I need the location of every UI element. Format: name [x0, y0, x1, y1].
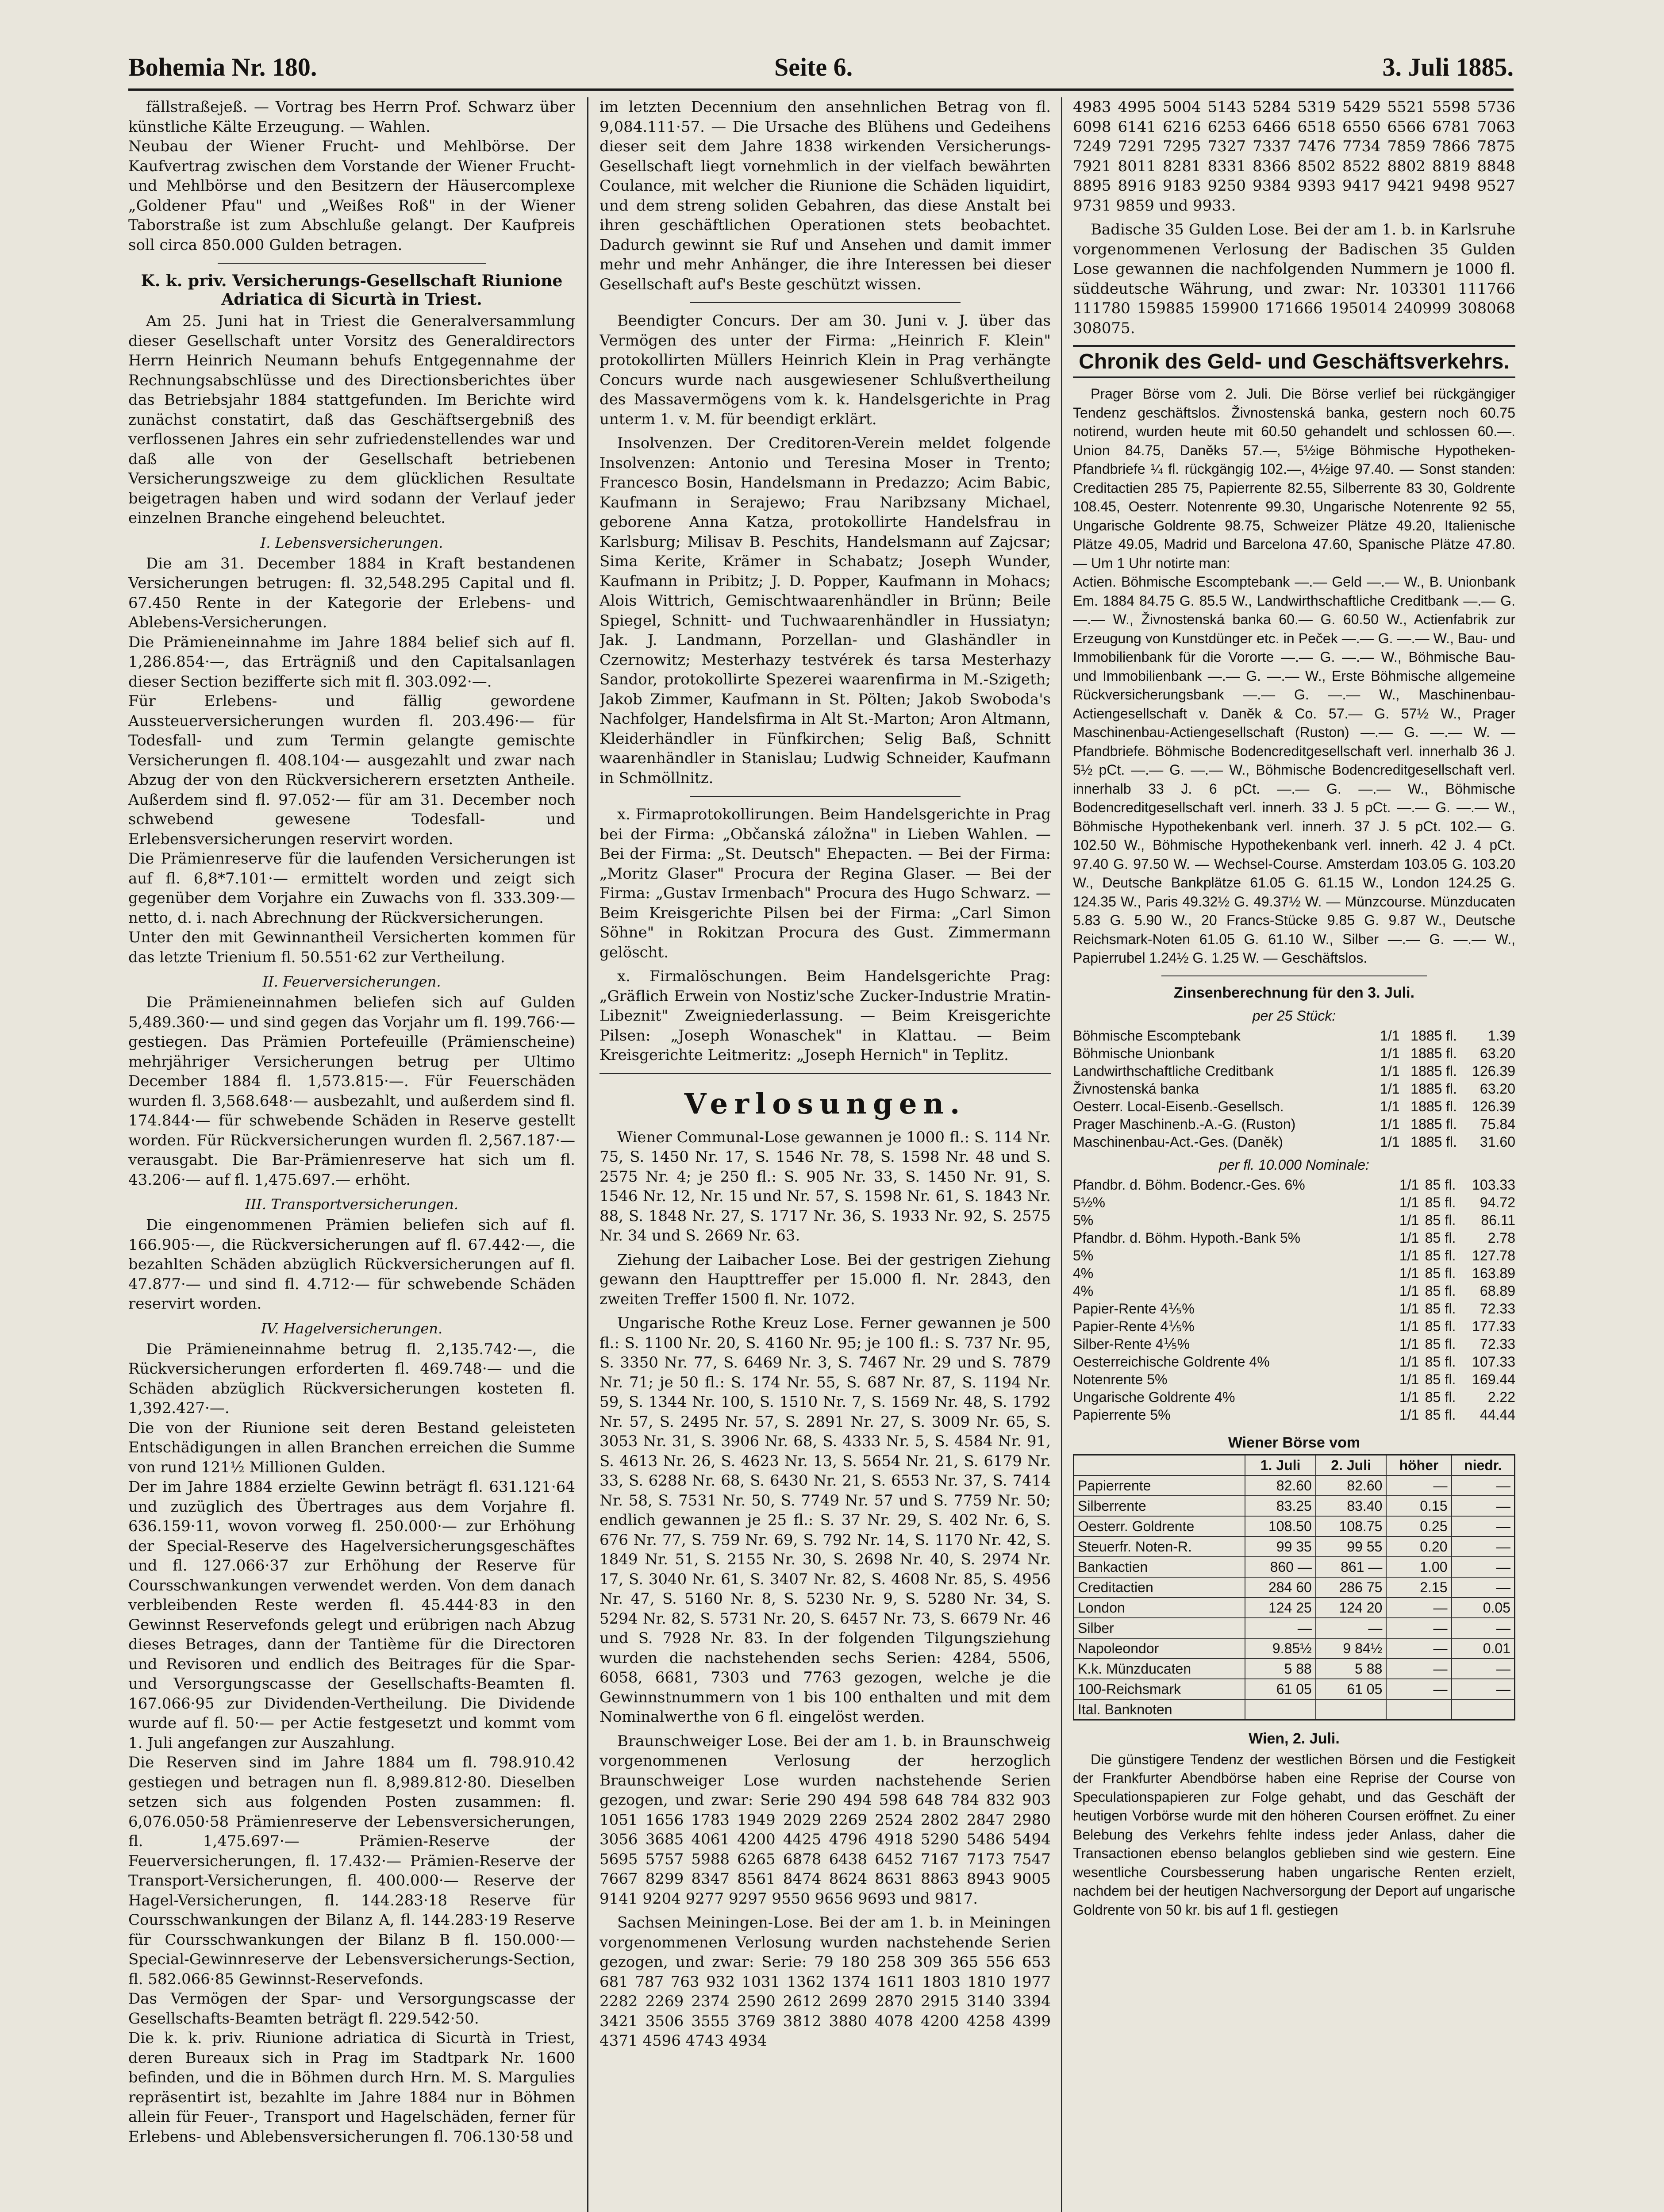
table-row — [1073, 1211, 1515, 1229]
zinsen-name: Živnostenská banka — [1073, 1080, 1199, 1097]
wiener-boerse-title: Wiener Börse vom — [1228, 1434, 1360, 1451]
zinsen-name: Silber-Rente 4⅕% — [1073, 1336, 1190, 1352]
table-row — [1073, 1388, 1515, 1406]
zinsen-rate: 1/1 — [1399, 1406, 1419, 1423]
table-cell-value: — — [1452, 1516, 1515, 1536]
zinsen-name: Oesterr. Local-Eisenb.-Gesellsch. — [1073, 1098, 1284, 1114]
zinsen-name: 4% — [1073, 1283, 1094, 1299]
separator — [218, 263, 486, 264]
zinsen-rate: 1/1 — [1399, 1229, 1419, 1246]
table-cell-value: 61 05 — [1245, 1679, 1316, 1699]
zinsen-name: Böhmische Unionbank — [1073, 1045, 1215, 1061]
zinsen-currency: fl. — [1445, 1353, 1456, 1370]
zinsen-currency: fl. — [1445, 1229, 1456, 1246]
zinsen-name: Notenrente 5% — [1073, 1371, 1168, 1387]
zinsen-name: 5% — [1073, 1247, 1094, 1263]
table-cell-value: 9 84½ — [1316, 1638, 1387, 1659]
laibacher-lose: Ziehung der Laibacher Lose. Bei der gestrigen Ziehung gewann den Haupttreffer per 15.000 fl. Nr. 2843, den zweiten Treffer 1500 fl. Nr. 1072. — [600, 1251, 1051, 1308]
table-cell-name: Silber — [1074, 1618, 1245, 1638]
zinsen-year: 85 — [1425, 1336, 1441, 1352]
zinsen-rate: 1/1 — [1380, 1116, 1400, 1132]
table-cell-value: 124 25 — [1245, 1598, 1316, 1618]
zinsen-value: 126.39 — [1472, 1063, 1515, 1079]
table-cell-name: Ital. Banknoten — [1074, 1699, 1245, 1720]
table-header-row — [1074, 1455, 1515, 1475]
table-cell-value: — — [1452, 1577, 1515, 1598]
zinsen-rate: 1/1 — [1399, 1300, 1419, 1317]
table-cell-value: — — [1386, 1659, 1451, 1679]
zinsen-rate: 1/1 — [1399, 1336, 1419, 1352]
zinsen-value: 31.60 — [1480, 1133, 1515, 1150]
zinsen-year: 85 — [1425, 1283, 1441, 1299]
zinsen-year: 85 — [1425, 1406, 1441, 1423]
zinsen-value: 127.78 — [1472, 1247, 1515, 1263]
table-row — [1074, 1536, 1515, 1557]
ras-text: Am 25. Juni hat in Triest die Generalversammlung dieser Gesellschaft unter Vorsitz des Generaldirectors Herrn Heinrich Neumann behufs Entgegennahme der Rechnungsabschlüsse und des Directionsberichtes über das Betriebsjahr 1884 stattgefunden. Im Berichte wird zunächst constatirt, daß das Geschäftsergebniß des verflossenen Jahres ein sehr zufriedenstellendes war und daß alle von der Gesellschaft betriebenen Versicherungszweige zu dem glücklichen Resultate beigetragen haben und wird sodann der Verlauf jeder einzelnen Branche eingehend beleuchtet. — [128, 312, 575, 527]
zinsen-name: Pfandbr. d. Böhm. Hypoth.-Bank 5% — [1073, 1229, 1301, 1246]
table-row — [1073, 1176, 1515, 1194]
zinsen-year: 85 — [1425, 1300, 1441, 1317]
zinsen-year: 85 — [1425, 1212, 1441, 1228]
wiener-boerse-table — [1073, 1454, 1515, 1720]
braunschweiger-lose: Braunschweiger Lose. Bei der am 1. b. in Braunschweig vorgenommenen Verlosung der herzoglich Braunschweiger Lose wurden nachstehende Serien gezogen, und zwar: Serie 290 494 598 648 784 832 903 1051 1656 1783 1949 2029 2269 2524 2802 2847 2980 3056 3685 4061 4200 4425 4796 4918 5290 5486 5494 5695 5757 5988 6265 6878 6438 6452 7167 7173 7547 7667 8299 8347 8561 8474 8624 8631 8863 8943 9005 9141 9204 9277 9297 9550 9656 9693 und 9817. — [600, 1732, 1051, 1908]
zinsen-value: 103.33 — [1472, 1176, 1515, 1193]
zinsen-rate: 1/1 — [1399, 1212, 1419, 1228]
zinsen-year: 1885 — [1410, 1027, 1442, 1044]
table-cell-name: London — [1074, 1598, 1245, 1618]
zinsen-rate: 1/1 — [1399, 1176, 1419, 1193]
zinsen-currency: fl. — [1446, 1045, 1457, 1061]
zinsen-year: 1885 — [1410, 1080, 1442, 1097]
table-row — [1073, 1300, 1515, 1317]
table-row — [1073, 1194, 1515, 1211]
header-page-number: Seite 6. — [774, 53, 853, 81]
zinsen-currency: fl. — [1445, 1283, 1456, 1299]
zinsen-currency: fl. — [1446, 1098, 1457, 1114]
table-cell-value: 2.15 — [1386, 1577, 1451, 1598]
separator — [1161, 975, 1427, 976]
zinsen-year: 1885 — [1410, 1133, 1442, 1150]
table-row — [1073, 1335, 1515, 1353]
table-row — [1073, 1353, 1515, 1371]
table-row — [1073, 1062, 1515, 1080]
table-cell-value: 0.01 — [1452, 1638, 1515, 1659]
zinsen-currency: fl. — [1445, 1176, 1456, 1193]
zinsen-value: 72.33 — [1480, 1336, 1515, 1352]
zinsen-rate: 1/1 — [1399, 1371, 1419, 1387]
zinsen-value: 86.11 — [1481, 1212, 1515, 1228]
zinsen-year: 1885 — [1410, 1098, 1442, 1114]
zinsen-value: 126.39 — [1472, 1098, 1515, 1114]
zinsen-rate: 1/1 — [1380, 1098, 1400, 1114]
concurs-notice: Beendigter Concurs. Der am 30. Juni v. J. über das Vermögen des unter der Firma: „Heinrich F. Klein" protokollirten Müllers Heinrich Klein in Prag verhängte Concurs wurde nach ausgewiesener Schlußvertheilung des Massavermögens vom k. k. Handelsgerichte in Prag unterm 1. v. M. für beendigt erklärt. — [600, 312, 1051, 428]
zinsen-year: 85 — [1425, 1389, 1441, 1405]
zinsen-name: Maschinenbau-Act.-Ges. (Daněk) — [1073, 1133, 1283, 1150]
section-2-text: Die Prämieneinnahmen beliefen sich auf Gulden 5,489.360·— und sind gegen das Vorjahr um fl. 199.766·— gestiegen. Das Prämien Portefeuille (Prämienscheine) mehrjähriger Versicherungen betrug per Ultimo December 1884 fl. 1,573.815·—. Für Feuerschäden wurden fl. 3,568.648·— ausbezahlt, und außerdem sind fl. 174.844·— für schwebende Schäden in Reserve gestellt worden. Für Rückversicherungen wurden fl. 2,567.187·— verausgabt. Die Bar-Prämienreserve hat sich um fl. 43.206·— auf fl. 1,475.697.— erhöht. — [128, 994, 575, 1189]
table-row — [1074, 1516, 1515, 1536]
table-cell-name: Bankactien — [1074, 1557, 1245, 1577]
table-cell-value: 0.20 — [1386, 1536, 1451, 1557]
zinsen-name: 5½% — [1073, 1194, 1105, 1210]
zinsen-year: 85 — [1425, 1371, 1441, 1387]
zinsen-rate: 1/1 — [1399, 1389, 1419, 1405]
zinsen-currency: fl. — [1445, 1194, 1456, 1210]
table-cell-value: 0.05 — [1452, 1598, 1515, 1618]
header-rule — [128, 88, 1514, 91]
table-cell-name: Creditactien — [1074, 1577, 1245, 1598]
section-4-title: IV. Hagelversicherungen. — [261, 1320, 443, 1337]
table-cell-value: — — [1452, 1475, 1515, 1496]
meiningen-numbers: 4983 4995 5004 5143 5284 5319 5429 5521 5598 5736 6098 6141 6216 6253 6466 6518 6550 6566 6781 7063 7249 7291 7295 7327 7337 7476 7734 7859 7866 7875 7921 8011 8281 8331 8366 8502 8522 8802 8819 8848 8895 8916 9183 9250 9384 9393 9417 9421 9498 9527 9731 9859 und 9933. — [1073, 98, 1515, 215]
zinsen-currency: fl. — [1446, 1063, 1457, 1079]
table-row — [1074, 1496, 1515, 1516]
table-cell-value — [1245, 1699, 1316, 1720]
zinsen-currency: fl. — [1445, 1212, 1456, 1228]
section-3-title: III. Transportversicherungen. — [245, 1196, 459, 1213]
section-1-title: I. Lebensversicherungen. — [260, 534, 443, 551]
zinsen-value: 163.89 — [1472, 1265, 1515, 1281]
table-cell-name: Oesterr. Goldrente — [1074, 1516, 1245, 1536]
zinsen-name: 5% — [1073, 1212, 1094, 1228]
ras-title: K. k. priv. Versicherungs-Gesellschaft Riunione Adriatica di Sicurtà in Triest. — [141, 272, 563, 309]
table-cell-value: — — [1386, 1475, 1451, 1496]
zinsen-currency: fl. — [1446, 1027, 1457, 1044]
table-cell-value — [1452, 1699, 1515, 1720]
zinsen-value: 177.33 — [1472, 1318, 1515, 1334]
table-row — [1073, 1080, 1515, 1098]
zinsen-year: 85 — [1425, 1265, 1441, 1281]
table-cell-name: 100-Reichsmark — [1074, 1679, 1245, 1699]
table-row — [1074, 1679, 1515, 1699]
zinsen-subtitle-1: per 25 Stück: — [1252, 1007, 1336, 1024]
table-row — [1073, 1282, 1515, 1300]
table-row — [1074, 1659, 1515, 1679]
table-cell-value: 108.75 — [1316, 1516, 1387, 1536]
zinsen-rate: 1/1 — [1380, 1133, 1400, 1150]
firm-deletions: x. Firmalöschungen. Beim Handelsgerichte Prag: „Gräflich Erwein von Nostiz'sche Zucker-Industrie Mratin-Libeznit" Zweigniederlassung. — Beim Kreisgerichte Pilsen: „Joseph Wonaschek" in Klattau. — Beim Kreisgerichte Leitmeritz: „Joseph Hernich" in Teplitz. — [600, 968, 1051, 1064]
table-row — [1073, 1229, 1515, 1247]
zinsen-value: 1.39 — [1487, 1027, 1515, 1044]
table-cell-value — [1386, 1699, 1451, 1720]
table-cell-value: — — [1452, 1679, 1515, 1699]
zinsen-value: 75.84 — [1480, 1116, 1515, 1132]
zinsen-name: Ungarische Goldrente 4% — [1073, 1389, 1235, 1405]
zinsen-currency: fl. — [1445, 1389, 1456, 1405]
table-cell-value: 82.60 — [1316, 1475, 1387, 1496]
table-header: höher — [1386, 1455, 1451, 1475]
table-row — [1073, 1115, 1515, 1133]
table-cell-value: — — [1452, 1618, 1515, 1638]
table-row — [1074, 1598, 1515, 1618]
table-row — [1073, 1371, 1515, 1388]
zinsen-name: Papierrente 5% — [1073, 1406, 1171, 1423]
insolvency-notice: Insolvenzen. Der Creditoren-Verein meldet folgende Insolvenzen: Antonio und Teresina Moser in Trento; Francesco Bosin, Handelsmann in Predazzo; Acim Babic, Kaufmann in Serajewo; Frau Naribzsany Michael, geborene Anna Katza, protokollirte Handelsfrau in Karlsburg; Milisav B. Peschits, Handelsmann auf Zajcsar; Sima Kerite, Krämer in Schabatz; Joseph Wunder, Kaufmann in Pribitz; J. D. Popper, Kaufmann in Mohacs; Alois Wittrich, Gemischtwaarenhändler in Brünn; Beile Spiegel, Schnitt- und Tuchwaarenhändler in Hussiatyn; Jak. J. Landmann, Porzellan- und Glashändler in Czernowitz; Mesterhazy testvérek és tarsa Mesterhazy Sandor, protokollirte Spezerei waarenfirma in M.-Szigeth; Jakob Zimmer, Kaufmann in St. Pölten; Jakob Swoboda's Nachfolger, Handelsfirma in Alt St.-Marton; Aron Altmann, Kleiderhändler in Fünfkirchen; Selig Baß, Schnitt waarenhändler in Stanislau; Ludwig Schneider, Kaufmann in Schmöllnitz. — [600, 434, 1051, 787]
table-row — [1073, 1045, 1515, 1062]
meiningen-lose: Sachsen Meiningen-Lose. Bei der am 1. b. in Meiningen vorgenommenen Verlosung wurden nachstehende Serien gezogen, und zwar: Serie: 79 180 258 309 365 556 653 681 787 763 932 1031 1362 1374 1611 1803 1810 1977 2282 2269 2374 2590 2612 2699 2870 2915 3140 3394 3421 3506 3555 3769 3812 3880 4078 4200 4258 4399 4371 4596 4743 4934 — [600, 1914, 1051, 2050]
section-4-text: Die Prämieneinnahme betrug fl. 2,135.742·—, die Rückversicherungen erforderten fl. 469.748·— und die Schäden abzüglich Rückversicherungen kosteten fl. 1,392.427·—. Die von der Riunione seit deren Bestand geleisteten Entschädigungen in allen Branchen erreichen die Summe von rund 121½ Millionen Gulden. Der im Jahre 1884 erzielte Gewinn beträgt fl. 631.121·64 und zuzüglich des Übertrages aus dem Vorjahre fl. 636.159·11, wovon vorweg fl. 250.000·— zur Erhöhung der Special-Reserve des Hagelversicherungsgeschäftes und fl. 127.066·37 zur Erhöhung der Reserve für Coursschwankungen verwendet werden. Von dem danach verbleibenden Reste werden fl. 45.444·83 in den Gewinnst Reservefonds gelegt und erübrigen nach Abzug dieses Betrages, dann der Tantième für die Directoren und Revisoren und endlich des Beitrages für die Spar- und Versorgungscasse der Gesellschafts-Beamten fl. 167.066·95 zur Dividenden-Vertheilung. Die Dividende wurde auf fl. 50·— per Actie festgesetzt und kommt vom 1. Juli angefangen zur Auszahlung. Die Reserven sind im Jahre 1884 um fl. 798.910.42 gestiegen und betragen nun fl. 8,989.812·80. Dieselben setzen sich aus folgenden Posten zusammen: fl. 6,076.050·58 Prämienreserve der Lebensversicherungen, fl. 1,475.697·— Prämien-Reserve der Feuerversicherungen, fl. 17.432·— Prämien-Reserve der Transport-Versicherungen, fl. 400.000·— Reserve der Hagel-Versicherungen, fl. 144.283·18 Reserve für Coursschwankungen der Bilanz A, fl. 144.283·19 Reserve für Coursschwankungen der Bilanz B fl. 150.000·— Special-Gewinnreserve der Lebensversicherungs-Section, fl. 582.066·85 Gewinnst-Reservefonds. Das Vermögen der Spar- und Versorgungscasse der Gesellschafts-Beamten beträgt fl. 229.542·50. Die k. k. priv. Riunione adriatica di Sicurtà in Triest, deren Bureaux sich in Prag im Stadtpark Nr. 1600 befinden, und die in Böhmen durch Hrn. M. S. Margulies repräsentirt ist, bezahlte im Jahre 1884 nur in Böhmen allein für Feuer-, Transport und Hagelschäden, ferner für Erlebens- und Ablebensversicherungen fl. 706.130·58 und — [128, 1340, 575, 2146]
table-row — [1073, 1406, 1515, 1424]
table-cell-value: 5 88 — [1245, 1659, 1316, 1679]
table-cell-value: — — [1452, 1557, 1515, 1577]
table-cell-value: 0.15 — [1386, 1496, 1451, 1516]
table-cell-value: 9.85½ — [1245, 1638, 1316, 1659]
zinsen-table-bonds — [1073, 1176, 1515, 1424]
zinsen-value: 44.44 — [1480, 1406, 1515, 1423]
zinsen-rate: 1/1 — [1399, 1247, 1419, 1263]
table-cell-name: Silberrente — [1074, 1496, 1245, 1516]
zinsen-value: 63.20 — [1480, 1080, 1515, 1097]
zinsen-currency: fl. — [1445, 1371, 1456, 1387]
zinsen-currency: fl. — [1446, 1116, 1457, 1132]
zinsen-rate: 1/1 — [1399, 1194, 1419, 1210]
zinsen-value: 94.72 — [1480, 1194, 1515, 1210]
table-cell-value: 108.50 — [1245, 1516, 1316, 1536]
zinsen-year: 85 — [1425, 1318, 1441, 1334]
table-cell-value: — — [1316, 1618, 1387, 1638]
column-1 — [128, 97, 575, 2212]
table-cell-name: Steuerfr. Noten-R. — [1074, 1536, 1245, 1557]
table-cell-name: Papierrente — [1074, 1475, 1245, 1496]
table-cell-value: — — [1386, 1679, 1451, 1699]
zinsen-table-shares — [1073, 1027, 1515, 1151]
zinsen-rate: 1/1 — [1399, 1353, 1419, 1370]
table-cell-name: K.k. Münzducaten — [1074, 1659, 1245, 1679]
table-row — [1074, 1577, 1515, 1598]
table-row — [1073, 1133, 1515, 1151]
firm-registrations: x. Firmaprotokollirungen. Beim Handelsgerichte in Prag bei der Firma: „Občanská záložna" in Lieben Wahlen. — Bei der Firma: „St. Deutsch" Ehepacten. — Bei der Firma: „Moritz Glaser" Procura der Regina Glaser. — Bei der Firma: „Gustav Irmenbach" Procura des Hugo Schwarz. — Beim Kreisgerichte Pilsen bei der Firma: „Carl Simon Söhne" in Rokitzan Procura des Gust. Zimmermann gelöscht. — [600, 806, 1051, 961]
column-rule-1 — [587, 97, 588, 2212]
header-title: Bohemia Nr. 180. — [128, 53, 317, 81]
zinsen-currency: fl. — [1445, 1247, 1456, 1263]
separator — [690, 302, 961, 303]
zinsen-rate: 1/1 — [1399, 1283, 1419, 1299]
ungarische-rothe-kreuz-lose: Ungarische Rothe Kreuz Lose. Ferner gewannen je 500 fl.: S. 1100 Nr. 20, S. 4160 Nr. 95; je 100 fl.: S. 737 Nr. 95, S. 3350 Nr. 77, S. 6469 Nr. 3, S. 7467 Nr. 29 und S. 7879 Nr. 71; je 50 fl.: S. 174 Nr. 55, S. 687 Nr. 87, S. 1194 Nr. 59, S. 1344 Nr. 100, S. 1510 Nr. 7, S. 1569 Nr. 48, S. 1792 Nr. 57, S. 2495 Nr. 57, S. 2891 Nr. 27, S. 3009 Nr. 65, S. 3053 Nr. 31, S. 3906 Nr. 68, S. 4333 Nr. 5, S. 4584 Nr. 91, S. 4613 Nr. 26, S. 4623 Nr. 13, S. 5654 Nr. 21, S. 6179 Nr. 33, S. 6288 Nr. 68, S. 6430 Nr. 21, S. 6553 Nr. 37, S. 7414 Nr. 58, S. 7531 Nr. 50, S. 7749 Nr. 57 und S. 7759 Nr. 50; endlich gewannen je 25 fl.: S. 37 Nr. 29, S. 402 Nr. 6, S. 676 Nr. 77, S. 759 Nr. 69, S. 792 Nr. 14, S. 1170 Nr. 42, S. 1849 Nr. 51, S. 2155 Nr. 30, S. 2698 Nr. 40, S. 2974 Nr. 17, S. 3040 Nr. 61, S. 3407 Nr. 82, S. 4608 Nr. 85, S. 4956 Nr. 47, S. 5160 Nr. 8, S. 5230 Nr. 9, S. 5280 Nr. 34, S. 5294 Nr. 82, S. 5731 Nr. 20, S. 6457 Nr. 73, S. 6679 Nr. 46 und S. 7928 Nr. 83. In der folgenden Tilgungsziehung wurden die nachstehenden sechs Serien: 4284, 5506, 6058, 6681, 7303 und 7763 gezogen, welche je die Gewinnstnummern von 1 bis 100 enthalten und mit dem Nominalwerthe von 6 fl. eingelöst werden. — [600, 1314, 1051, 1726]
table-cell-value: 284 60 — [1245, 1577, 1316, 1598]
zinsen-name: Landwirthschaftliche Creditbank — [1073, 1063, 1274, 1079]
zinsen-name: Papier-Rente 4⅕% — [1073, 1318, 1195, 1334]
zinsen-value: 72.33 — [1480, 1300, 1515, 1317]
header-date: 3. Juli 1885. — [1382, 53, 1514, 81]
table-cell-value: — — [1452, 1536, 1515, 1557]
table-row — [1073, 1264, 1515, 1282]
column-rule-2 — [1061, 97, 1062, 2212]
section-1-text: Die am 31. December 1884 in Kraft bestandenen Versicherungen betrugen: fl. 32,548.295 Capital und fl. 67.450 Rente in der Kategorie der Erlebens- und Ablebens-Versicherungen. Die Prämieneinnahme im Jahre 1884 belief sich auf fl. 1,286.854·—, das Erträgniß und den Capitalsanlagen dieser Section bezifferte sich mit fl. 303.092·—. Für Erlebens- und fällig gewordene Aussteuerversicherungen wurden fl. 203.496·— für Todesfall- und zum Termin gelangte gemischte Versicherungen fl. 408.104·— ausgezahlt und zwar nach Abzug der von den Rückversicherern ersetzten Antheile. Außerdem sind fl. 97.052·— für am 31. December noch schwebend gewesene Todesfall- und Erlebensversicherungen reservirt worden. Die Prämienreserve für die laufenden Versicherungen ist auf fl. 6,8*7.101·— ermittelt worden und zeigt sich gegenüber dem Vorjahre ein Zuwachs von fl. 333.309·— netto, d. i. nach Abrechnung der Rückversicherungen. Unter den mit Gewinnantheil Versicherten kommen für das letzte Trienium fl. 50.551·62 zur Vertheilung. — [128, 554, 575, 966]
table-row — [1073, 1098, 1515, 1115]
zinsen-value: 63.20 — [1480, 1045, 1515, 1061]
table-cell-value: — — [1386, 1638, 1451, 1659]
table-row — [1073, 1027, 1515, 1045]
news-intro: fällstraßejeß. — Vortrag bes Herrn Prof. Schwarz über künstliche Kälte Erzeugung. — Wahlen. Neubau der Wiener Frucht- und Mehlbörse. Der Kaufvertrag zwischen dem Vorstande der Wiener Frucht- und Mehlbörse und den Besitzern der Häusercomplexe „Goldener Pfau" und „Weißes Roß" in der Wiener Taborstraße ist zum Abschluße gelangt. Der Kaufpreis soll circa 850.000 Gulden betragen. — [128, 98, 575, 254]
zinsen-name: Oesterreichische Goldrente 4% — [1073, 1353, 1270, 1370]
zinsen-rate: 1/1 — [1399, 1318, 1419, 1334]
column-3 — [1073, 97, 1515, 2212]
table-row — [1074, 1638, 1515, 1659]
table-cell-value: 5 88 — [1316, 1659, 1387, 1679]
wien-report-title: Wien, 2. Juli. — [1249, 1730, 1340, 1747]
table-header — [1074, 1455, 1245, 1475]
section-3-text: Die eingenommenen Prämien beliefen sich auf fl. 166.905·—, die Rückversicherungen auf fl. 67.442·—, die bezahlten Schäden abzüglich Rückversicherungen auf fl. 47.877·— und sind fl. 4.712·— für schwebende Schäden reservirt worden. — [128, 1216, 575, 1313]
prager-boerse-report: Prager Börse vom 2. Juli. Die Börse verlief bei rückgängiger Tendenz geschäftslos. Živnostenská banka, gestern noch 60.75 notirend, wurden heute mit 60.50 gehandelt und schlossen 60.—. Union 84.75, Daněks 57.—, 5½ige Böhmische Hypotheken-Pfandbriefe ¼ fl. rückgängig 102.—, 4½ige 97.40. — Sonst standen: Creditactien 285 75, Papierrente 82.55, Silberrente 83 30, Goldrente 108.45, Oesterr. Notenrente 99.30, Ungarische Notenrente 92 55, Ungarische Goldrente 98.75, Schweizer Plätze 49.20, Italienische Plätze 49.05, Madrid und Barcelona 47.60, Spanische Plätze 47.80. — Um 1 Uhr notirte man: Actien. Böhmische Escomptebank —.— Geld —.— W., B. Unionbank Em. 1884 84.75 G. 85.5 W., Landwirthschaftliche Creditbank —.— G. —.— W., Živnostenská banka 60.— G. 60.50 W., Actienfabrik zur Erzeugung von Kunstdünger etc. in Peček —.— G. —.— W., Bau- und Immobilienbank für die Vororte —.— G. —.— W., Böhmische Bau- und Immobilienbank —.— G. —.— W., Erste Böhmische allgemeine Rückversicherungsbank —.— G. —.— W., Maschinenbau-Actiengesellschaft v. Daněk & Co. 57.— G. 57½ W., Prager Maschinenbau-Actiengesellschaft (Ruston) —.— G. —.— W. — Pfandbriefe. Böhmische Bodencreditgesellschaft verl. innerhalb 36 J. 5½ pCt. —.— G. —.— W., Böhmische Bodencreditgesellschaft verl. innerhalb 33 J. 6 pCt. —.— G. —.— W., Böhmische Bodencreditgesellschaft verl. innerh. 33 J. 5 pCt. —.— G. —.— W., Böhmische Hypothekenbank verl. innerh. 37 J. 5 pCt. 102.— G. 102.50 W., Böhmische Hypothekenbank verl. innerh. 42 J. 4 pCt. 97.40 G. 97.50 W. — Wechsel-Course. Amsterdam 103.05 G. 103.20 W., Deutsche Bankplätze 61.05 G. 61.15 W., London 124.25 G. 124.35 W., Paris 49.32½ G. 49.37½ W. — Münzcourse. Münzducaten 5.83 G. 5.90 W., 20 Francs-Stücke 9.85 G. 9.87 W., Deutsche Reichsmark-Noten 61.05 G. 61.10 W., Silber —.— G. —.— W., Papierrubel 1.24½ G. 1.25 W. — Geschäftslos. — [1073, 386, 1515, 966]
table-cell-value: 82.60 — [1245, 1475, 1316, 1496]
zinsen-year: 85 — [1425, 1176, 1441, 1193]
table-row — [1074, 1557, 1515, 1577]
table-cell-value: 99 35 — [1245, 1536, 1316, 1557]
zinsen-currency: fl. — [1445, 1265, 1456, 1281]
section-2-title: II. Feuerversicherungen. — [262, 973, 441, 990]
zinsen-name: Prager Maschinenb.-A.-G. (Ruston) — [1073, 1116, 1296, 1132]
zinsen-rate: 1/1 — [1380, 1063, 1400, 1079]
zinsen-rate: 1/1 — [1380, 1080, 1400, 1097]
ras-continuation: im letzten Decennium den ansehnlichen Betrag von fl. 9,084.111·57. — Die Ursache des Blühens und Gedeihens dieser seit dem Jahre 1838 wirkenden Versicherungs-Gesellschaft liegt vornehmlich in der vielfach bewährten Coulance, mit welcher die Riunione die Schäden liquidirt, und dem streng soliden Gebahren, das diese Anstalt bei ihren geschäftlichen Operationen stets beobachtet. Dadurch gewinnt sie Ruf und Ansehen und damit immer mehr und mehr Anhänger, die ihre Interessen bei dieser Gesellschaft auf's Beste geschützt wissen. — [600, 98, 1051, 293]
separator — [690, 796, 961, 797]
zinsen-year: 1885 — [1410, 1116, 1442, 1132]
table-cell-value: 124 20 — [1316, 1598, 1387, 1618]
wien-report-text: Die günstigere Tendenz der westlichen Börsen und die Festigkeit der Frankfurter Abendbörse haben eine Reprise der Course von Speculationspapieren zur Folge gehabt, und das Geschäft der heutigen Vorbörse wurde mit den höheren Coursen eröffnet. Zu einer Belebung des Verkehrs fehlte indess jeder Anlass, daher die Transactionen ebenso belanglos geblieben sind wie gestern. Eine wesentliche Coursbesserung haben ungarische Renten erzielt, nachdem bei der heutigen Nachversorgung der Deport auf ungarische Goldrente von 50 kr. bis auf 1 fl. gestiegen — [1073, 1751, 1515, 1918]
zinsen-year: 85 — [1425, 1353, 1441, 1370]
table-cell-value: — — [1386, 1598, 1451, 1618]
zinsen-rate: 1/1 — [1380, 1027, 1400, 1044]
wiener-communal-lose: Wiener Communal-Lose gewannen je 1000 fl.: S. 114 Nr. 75, S. 1450 Nr. 17, S. 1546 Nr. 78, S. 1598 Nr. 48 und S. 2575 Nr. 4; je 250 fl.: S. 905 Nr. 33, S. 1450 Nr. 91, S. 1546 Nr. 12, Nr. 15 und Nr. 57, S. 1598 Nr. 61, S. 1843 Nr. 88, S. 1848 Nr. 27, S. 1717 Nr. 36, S. 1933 Nr. 92, S. 2575 Nr. 34 und S. 2669 Nr. 63. — [600, 1128, 1051, 1244]
zinsen-name: 4% — [1073, 1265, 1094, 1281]
zinsen-value: 2.78 — [1487, 1229, 1515, 1246]
table-cell-value: 861 — — [1316, 1557, 1387, 1577]
table-header: 1. Juli — [1245, 1455, 1316, 1475]
table-cell-value: 286 75 — [1316, 1577, 1387, 1598]
lottery-section-title: Verlosungen. — [684, 1087, 966, 1121]
zinsen-value: 107.33 — [1472, 1353, 1515, 1370]
page-header — [128, 52, 1514, 88]
table-cell-value: 83.25 — [1245, 1496, 1316, 1516]
chronik-title: Chronik des Geld- und Geschäftsverkehrs. — [1073, 345, 1515, 378]
table-cell-value — [1316, 1699, 1387, 1720]
table-cell-value: 0.25 — [1386, 1516, 1451, 1536]
table-cell-value: 83.40 — [1316, 1496, 1387, 1516]
table-cell-value: 1.00 — [1386, 1557, 1451, 1577]
zinsen-currency: fl. — [1446, 1080, 1457, 1097]
zinsen-name: Böhmische Escomptebank — [1073, 1027, 1241, 1044]
badische-lose: Badische 35 Gulden Lose. Bei der am 1. b. in Karlsruhe vorgenommenen Verlosung der Badischen 35 Gulden Lose gewannen die nachfolgenden Nummern je 1000 fl. süddeutsche Währung, und zwar: Nr. 103301 111766 111780 159885 159900 171666 195014 240999 308068 308075. — [1073, 221, 1515, 337]
table-row — [1073, 1317, 1515, 1335]
zinsen-value: 68.89 — [1480, 1283, 1515, 1299]
table-row — [1074, 1475, 1515, 1496]
zinsen-year: 1885 — [1410, 1063, 1442, 1079]
zinsen-name: Papier-Rente 4⅕% — [1073, 1300, 1195, 1317]
table-cell-value: 99 55 — [1316, 1536, 1387, 1557]
zinsen-title: Zinsenberechnung für den 3. Juli. — [1173, 984, 1415, 1001]
table-row — [1073, 1247, 1515, 1264]
table-cell-value: — — [1452, 1496, 1515, 1516]
table-row — [1074, 1618, 1515, 1638]
zinsen-value: 169.44 — [1472, 1371, 1515, 1387]
zinsen-currency: fl. — [1445, 1300, 1456, 1317]
separator — [600, 1073, 1051, 1074]
column-2 — [600, 97, 1051, 2212]
table-cell-value: — — [1245, 1618, 1316, 1638]
table-cell-value: 860 — — [1245, 1557, 1316, 1577]
zinsen-currency: fl. — [1445, 1406, 1456, 1423]
zinsen-year: 85 — [1425, 1247, 1441, 1263]
table-cell-value: — — [1452, 1659, 1515, 1679]
zinsen-currency: fl. — [1446, 1133, 1457, 1150]
zinsen-year: 1885 — [1410, 1045, 1442, 1061]
zinsen-subtitle-2: per fl. 10.000 Nominale: — [1219, 1156, 1369, 1173]
zinsen-rate: 1/1 — [1380, 1045, 1400, 1061]
zinsen-currency: fl. — [1445, 1336, 1456, 1352]
table-cell-name: Napoleondor — [1074, 1638, 1245, 1659]
zinsen-year: 85 — [1425, 1194, 1441, 1210]
table-header: 2. Juli — [1316, 1455, 1387, 1475]
zinsen-currency: fl. — [1445, 1318, 1456, 1334]
zinsen-rate: 1/1 — [1399, 1265, 1419, 1281]
table-cell-value: — — [1386, 1618, 1451, 1638]
table-header: niedr. — [1452, 1455, 1515, 1475]
zinsen-name: Pfandbr. d. Böhm. Bodencr.-Ges. 6% — [1073, 1176, 1305, 1193]
zinsen-year: 85 — [1425, 1229, 1441, 1246]
table-row — [1074, 1699, 1515, 1720]
table-cell-value: 61 05 — [1316, 1679, 1387, 1699]
zinsen-value: 2.22 — [1487, 1389, 1515, 1405]
